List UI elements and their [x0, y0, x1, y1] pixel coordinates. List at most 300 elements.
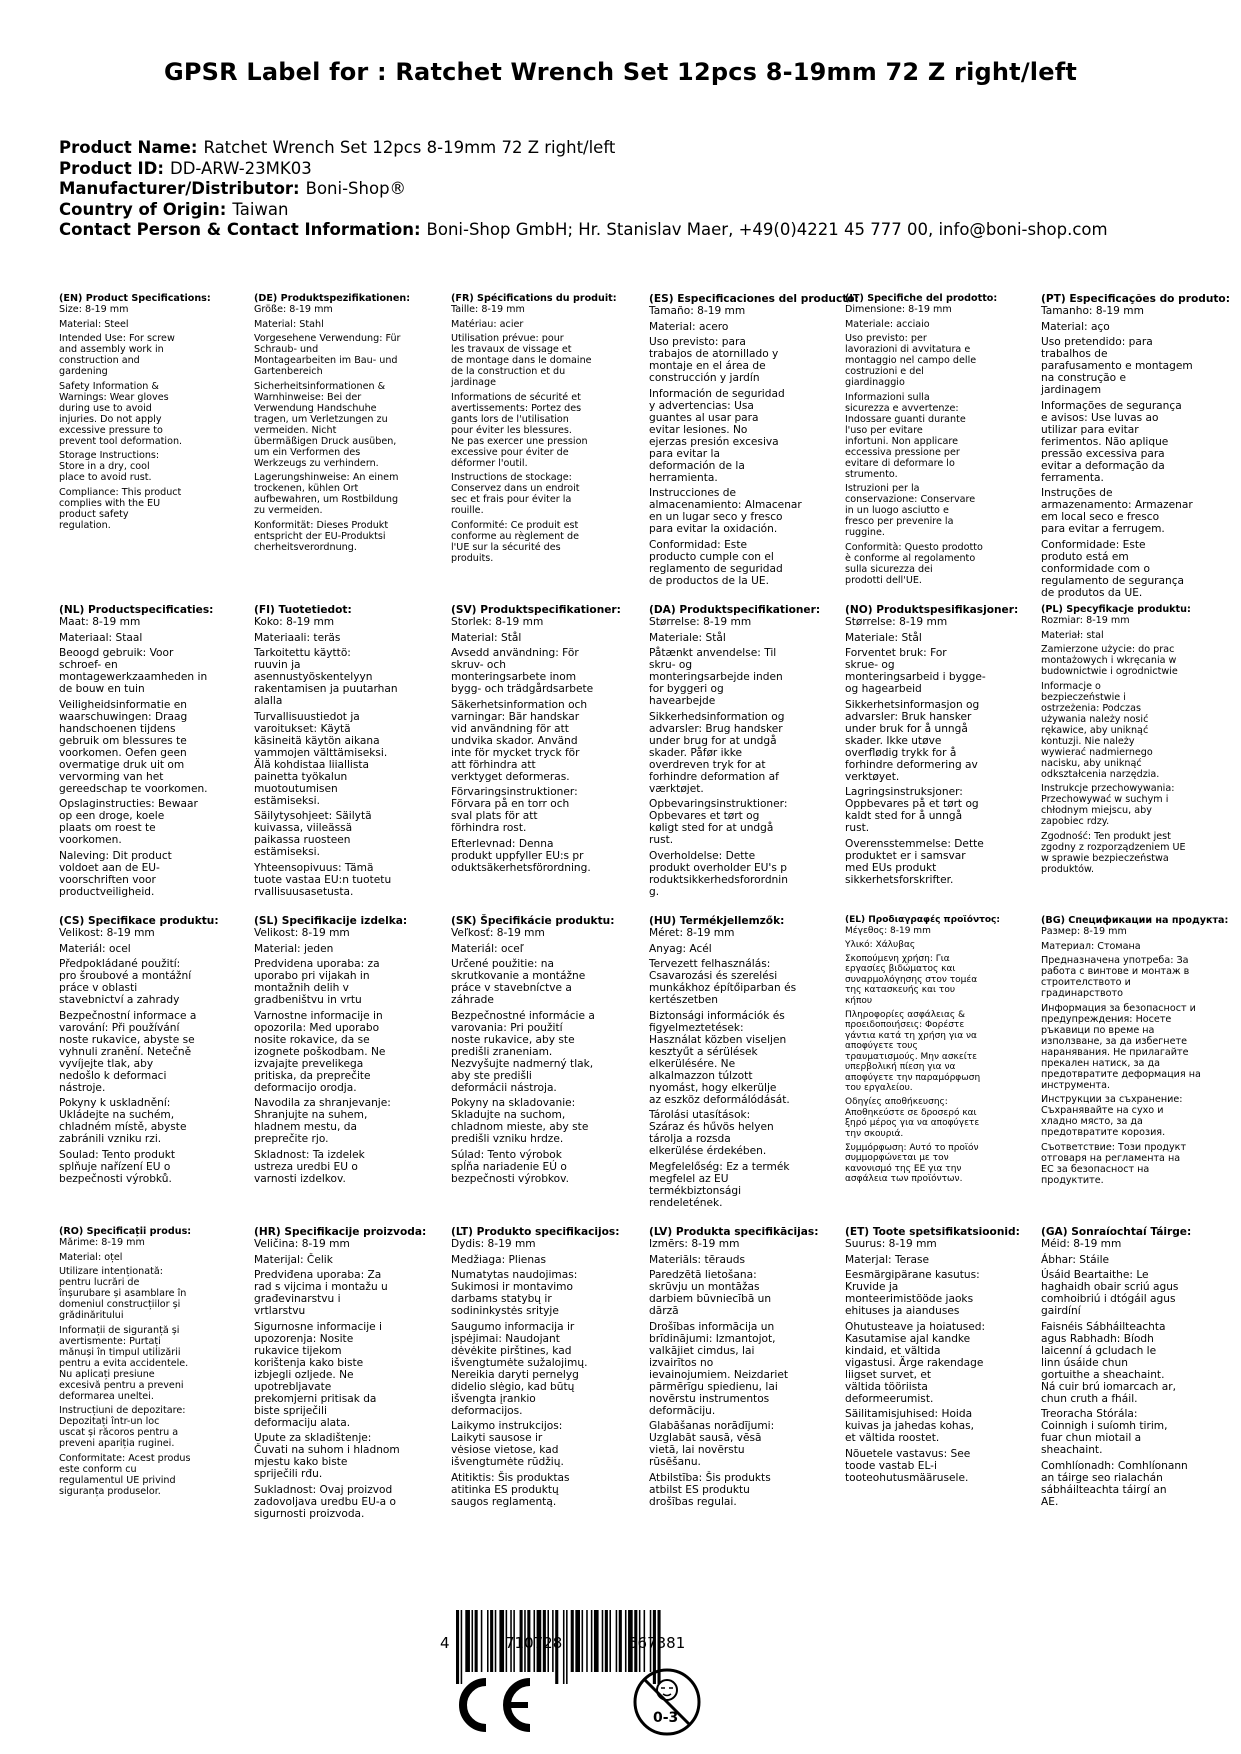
spec-line: Información de seguridad	[649, 387, 785, 400]
barcode-bar	[594, 1610, 599, 1672]
spec-line: Pokyny k uskladnění:	[59, 1097, 171, 1109]
spec-line: ejerzas presión excesiva	[649, 435, 779, 448]
spec-line: comhoibriú i dtógáil agus	[1041, 1293, 1176, 1305]
spec-heading: (DA) Produktspecifikationer:	[649, 604, 821, 616]
spec-line: Uzglabāt sausā, vēsā	[649, 1432, 762, 1444]
spec-column	[451, 293, 646, 564]
spec-line: painetta työkalun	[254, 770, 348, 783]
info-value: Boni-Shop®	[305, 179, 407, 198]
spec-line: Koko: 8-19 mm	[254, 616, 335, 628]
spec-line: producto cumple con el	[649, 550, 774, 563]
spec-line: construction and	[59, 355, 140, 366]
spec-line: vältida tööriista	[845, 1380, 928, 1393]
spec-line: product safety	[59, 508, 129, 520]
spec-line: haghaidh obair scriú agus	[1041, 1281, 1179, 1293]
spec-line: Υλικό: Χάλυβας	[845, 939, 916, 950]
spec-line: termékbiztonsági	[649, 1184, 742, 1197]
spec-column	[1041, 604, 1236, 875]
spec-line: rvallisuusasetusta.	[254, 885, 354, 898]
spec-line: εργασίες βιδώματος και	[845, 964, 956, 974]
spec-line: работа с винтове и монтаж в	[1041, 966, 1190, 977]
spec-line: Materiale: Stål	[845, 631, 922, 644]
spec-line: Csavarozási és szerelési	[649, 970, 778, 982]
spec-line: handschoenen tijdens	[59, 722, 176, 735]
spec-line: sábháilteachta táirgí an	[1041, 1483, 1167, 1496]
spec-line: um ein Verformen des	[254, 446, 361, 458]
age-label: 0-3	[653, 1710, 679, 1726]
barcode-bar	[575, 1610, 580, 1672]
spec-line: atbilst ES produktu	[649, 1483, 750, 1496]
spec-line: práce v oblasti	[59, 982, 138, 994]
spec-line: Materiale: Stål	[649, 631, 726, 644]
spec-line: Uso pretendido: para	[1041, 336, 1153, 348]
spec-line: Ná cuir brú iomarcach ar,	[1041, 1380, 1176, 1393]
spec-line: bezpieczeństwie i	[1041, 691, 1126, 703]
spec-line: Størrelse: 8-19 mm	[649, 616, 752, 628]
spec-line: Πληροφορίες ασφάλειας &	[845, 1009, 966, 1020]
spec-line: kindaid, et vältida	[845, 1344, 941, 1357]
spec-line: vyvíjejte tlak, aby	[59, 1057, 154, 1070]
spec-line: advarsler: Brug handsker	[649, 722, 783, 735]
spec-line: parafusamento e montagem	[1041, 360, 1193, 372]
spec-line: darbams statybų ir	[451, 1293, 552, 1305]
spec-line: Przechowywać w suchym i	[1041, 794, 1169, 805]
spec-column	[59, 915, 254, 1185]
spec-line: tragen, um Verletzungen zu	[254, 413, 388, 425]
spec-line: mjestu kako biste	[254, 1456, 348, 1468]
spec-line: Conformité: Ce produit est	[451, 519, 579, 531]
spec-line: pritiska, da preprečite	[254, 1069, 371, 1082]
spec-line: Atitiktis: Šis produktas	[451, 1471, 570, 1484]
spec-line: infortuni. Non applicare	[845, 435, 958, 447]
spec-line: nosite rokavice, da se	[254, 1033, 370, 1046]
spec-line: Kruvide ja	[845, 1281, 899, 1293]
spec-line: Material: aço	[1041, 320, 1110, 333]
spec-line: kesztyűt a sérülések	[649, 1045, 758, 1058]
spec-line: prodotti dell'UE.	[845, 574, 922, 586]
spec-line: skru- og	[649, 659, 693, 671]
spec-line: deformación de la	[649, 459, 745, 472]
spec-line: Utilisation prévue: pour	[451, 333, 564, 344]
barcode-bar	[472, 1610, 474, 1672]
spec-line: sikkerhetsforskrifter.	[845, 873, 954, 886]
barcode-digits-left: 710728	[505, 1634, 563, 1652]
spec-line: para evitar la	[649, 447, 720, 460]
spec-line: Indossare guanti durante	[845, 413, 966, 425]
spec-line: toode vastab EL-i	[845, 1459, 937, 1472]
spec-line: Säilitamisjuhised: Hoida	[845, 1408, 973, 1420]
spec-line: Warnings: Wear gloves	[59, 391, 169, 403]
spec-band	[59, 293, 1229, 604]
spec-line: Compliance: This product	[59, 486, 182, 498]
spec-line: Размер: 8-19 mm	[1041, 926, 1127, 937]
spec-line: Lagerungshinweise: An einem	[254, 472, 399, 483]
barcode-bar	[605, 1610, 608, 1672]
spec-line: valkājiet cimdus, lai	[649, 1344, 755, 1357]
spec-line: Conformitate: Acest produs	[59, 1452, 191, 1464]
spec-line: išvengtumėte rūdžių.	[451, 1456, 564, 1468]
spec-line: laicenní á gcludach le	[1041, 1344, 1157, 1357]
spec-line: Οδηγίες αποθήκευσης:	[845, 1097, 948, 1107]
spec-line: Pokyny na skladovanie:	[451, 1097, 576, 1109]
spec-line: complies with the EU	[59, 497, 161, 509]
spec-line: para evitar la oxidación.	[649, 523, 778, 535]
spec-line: pour éviter les blessures.	[451, 424, 572, 436]
spec-line: Veličina: 8-19 mm	[254, 1238, 350, 1250]
spec-line: Anyag: Acél	[649, 942, 712, 955]
spec-line: Förvara på en torr och	[451, 798, 570, 810]
spec-line: građevinarstvu i	[254, 1293, 341, 1305]
spec-line: drošības regulai.	[649, 1495, 737, 1508]
spec-band	[59, 915, 1229, 1226]
spec-line: Určené použitie: na	[451, 958, 554, 970]
spec-line: Száraz és hűvös helyen	[649, 1121, 774, 1133]
spec-line: voorkomen.	[59, 834, 122, 846]
spec-line: Zamierzone użycie: do prac	[1041, 644, 1175, 655]
spec-line: Storlek: 8-19 mm	[451, 616, 544, 628]
spec-line: montažnih delih v	[254, 982, 349, 994]
spec-line: en un lugar seco y fresco	[649, 511, 783, 523]
spec-column	[845, 1226, 1040, 1484]
spec-line: Eesmärgipärane kasutus:	[845, 1269, 980, 1281]
spec-line: υπερβολική πίεση για να	[845, 1062, 956, 1072]
spec-line: and assembly work in	[59, 344, 164, 355]
spec-line: herramienta.	[649, 471, 718, 484]
spec-line: Turvallisuustiedot ja	[254, 710, 360, 723]
spec-line: overdreven tryk for at	[649, 758, 766, 771]
spec-line: záhrade	[451, 994, 494, 1006]
barcode-bar	[616, 1610, 618, 1672]
spec-line: trabalhos de	[1041, 348, 1108, 360]
info-value: Taiwan	[232, 199, 289, 219]
info-label: Manufacturer/Distributor:	[59, 179, 300, 198]
spec-line: Tárolási utasítások:	[649, 1109, 751, 1121]
spec-line: monteringsarbete inom	[451, 671, 577, 683]
spec-line: place to avoid rust.	[59, 472, 152, 483]
spec-line: Úsáid Beartaithe: Le	[1041, 1269, 1149, 1281]
spec-line: gortuithe a sheachaint.	[1041, 1368, 1165, 1381]
spec-line: køligt sted for at undgå	[649, 822, 774, 834]
spec-line: Älä kohdistaa liiallista	[254, 758, 370, 771]
spec-band	[59, 1226, 1229, 1556]
spec-line: Faisnéis Sábháilteachta	[1041, 1320, 1166, 1333]
spec-line: fuar chun miotail a	[1041, 1432, 1142, 1444]
spec-line: Informations de sécurité et	[451, 391, 581, 403]
spec-line: predišli zraneniam.	[451, 1045, 553, 1058]
spec-line: предотвратите деформация на	[1041, 1068, 1201, 1080]
spec-line: w sprawie bezpieczeństwa	[1041, 852, 1169, 864]
spec-line: Depozitați într-un loc	[59, 1416, 160, 1427]
spec-line: sigurnosti proizvoda.	[254, 1507, 365, 1520]
spec-line: Overholdelse: Dette	[649, 849, 756, 862]
spec-line: Paredzētā lietošana:	[649, 1269, 757, 1281]
spec-line: atitinka ES produktų	[451, 1483, 559, 1496]
spec-line: nástroje.	[59, 1081, 106, 1094]
spec-line: ferramenta.	[1041, 471, 1104, 484]
spec-line: Veiligheidsinformatie en	[59, 698, 187, 711]
spec-line: kaldt sted for å unngå	[845, 810, 963, 822]
spec-line: Laikymo instrukcijos:	[451, 1420, 563, 1432]
spec-heading: (LT) Produkto specifikacijos:	[451, 1226, 620, 1238]
barcode-digit-prefix: 4	[440, 1634, 450, 1652]
spec-line: de produtos da UE.	[1041, 586, 1143, 599]
page-title: GPSR Label for : Ratchet Wrench Set 12pcs 8-19mm 72 Z right/left	[163, 58, 1078, 86]
spec-line: κήπου	[845, 995, 873, 1006]
spec-line: gradbeništvu in vrtu	[254, 994, 362, 1006]
spec-line: deformāciju.	[649, 1404, 716, 1417]
spec-line: roduktsikkerhedsforordnin	[649, 873, 788, 886]
spec-line: chladném místě, abyste	[59, 1121, 187, 1133]
spec-line: de productos de la UE.	[649, 574, 769, 587]
spec-line: Uso previsto: para	[649, 336, 746, 348]
spec-line: išvengtumėte sužalojimų.	[451, 1356, 588, 1369]
spec-line: práce v stavebníctve a	[451, 982, 572, 994]
spec-line: produits.	[451, 552, 494, 564]
spec-line: brīdinājumi: Izmantojot,	[649, 1332, 776, 1345]
spec-line: Conformidad: Este	[649, 538, 747, 551]
spec-line: alalla	[254, 695, 283, 707]
spec-line: ferimentos. Não aplique	[1041, 435, 1169, 448]
spec-line: Materjal: Terase	[845, 1253, 930, 1266]
spec-line: rakentamisen ja puutarhan	[254, 683, 398, 695]
spec-line: Size: 8-19 mm	[59, 304, 129, 315]
spec-line: under brug for at undgå	[649, 734, 777, 747]
spec-line: Varnostne informacije in	[254, 1009, 383, 1022]
spec-line: odkształcenia narzędzia.	[1041, 768, 1160, 780]
spec-line: της κατασκευής και του	[845, 985, 956, 995]
barcode-bar	[490, 1610, 493, 1672]
spec-line: overmatige druk uit om	[59, 758, 185, 771]
spec-line: utilizar para evitar	[1041, 423, 1139, 436]
spec-line: conforme au règlement de	[451, 530, 579, 542]
spec-line: produkt overholder EU's p	[649, 861, 787, 874]
spec-line: aby ste predišli	[451, 1069, 532, 1082]
spec-line: Velikost: 8-19 mm	[254, 927, 350, 939]
spec-line: montażowych i wkręcania w	[1041, 655, 1177, 666]
spec-line: Biztonsági információk és	[649, 1009, 785, 1022]
spec-line: Ne pas exercer une pression	[451, 435, 588, 447]
spec-line: montaje en el área de	[649, 360, 766, 372]
spec-line: dārzā	[649, 1305, 679, 1317]
spec-line: didelio slėgio, kad būtų	[451, 1380, 575, 1393]
spec-line: hladnem mestu, da	[254, 1121, 357, 1133]
spec-line: sodininkystės srityje	[451, 1305, 559, 1317]
spec-line: Coinnigh i suíomh tirim,	[1041, 1420, 1168, 1432]
spec-line: in un luogo asciutto e	[845, 505, 949, 516]
spec-line: giardinaggio	[845, 377, 905, 388]
spec-line: Sukladnost: Ovaj proizvod	[254, 1483, 393, 1496]
spec-line: Material: acero	[649, 320, 729, 333]
spec-line: prevent tool deformation.	[59, 435, 183, 447]
spec-line: advarsler: Bruk hansker	[845, 710, 972, 723]
spec-line: Ábhar: Stáile	[1041, 1253, 1110, 1266]
spec-line: Werkzeugs zu verhindern.	[254, 457, 379, 469]
spec-line: avertissements: Portez des	[451, 402, 582, 414]
spec-line: Uso previsto: per	[845, 333, 927, 344]
spec-line: Méret: 8-19 mm	[649, 927, 735, 939]
spec-line: Съхранявайте на сухо и	[1041, 1105, 1164, 1116]
spec-heading: (EL) Προδιαγραφές προϊόντος:	[845, 915, 1000, 925]
spec-line: kertészetben	[649, 994, 719, 1006]
spec-line: Konformität: Dieses Produkt	[254, 519, 389, 531]
spec-line: Atbilstība: Šis produkts	[649, 1471, 771, 1484]
spec-line: voldoet aan de EU-	[59, 861, 160, 874]
spec-column	[845, 604, 1040, 886]
spec-line: Treoracha Stórála:	[1041, 1408, 1138, 1420]
spec-line: Izmērs: 8-19 mm	[649, 1238, 740, 1250]
spec-line: Størrelse: 8-19 mm	[845, 616, 948, 628]
spec-heading: (GA) Sonraíochtaí Táirge:	[1041, 1226, 1192, 1238]
spec-line: Schraub- und	[254, 344, 319, 355]
spec-line: vammojen välttämiseksi.	[254, 746, 388, 759]
spec-line: ръкавици по време на	[1041, 1024, 1155, 1036]
spec-line: værktøjet.	[649, 782, 704, 795]
spec-line: įspėjimai: Naudojant	[451, 1332, 560, 1345]
spec-line: vigastusi. Ärge rakendage	[845, 1356, 984, 1369]
barcode-bar	[586, 1610, 588, 1672]
spec-line: Montagearbeiten im Bau- und	[254, 355, 398, 366]
spec-line: Nõuetele vastavus: See	[845, 1447, 971, 1460]
spec-line: Μέγεθος: 8-19 mm	[845, 925, 931, 936]
spec-line: regulamento de segurança	[1041, 574, 1185, 587]
spec-line: Velikost: 8-19 mm	[59, 927, 155, 939]
spec-line: Ukládejte na suchém,	[59, 1109, 175, 1121]
spec-column	[59, 604, 254, 898]
info-label: Contact Person & Contact Information:	[59, 220, 421, 239]
spec-line: Maat: 8-19 mm	[59, 616, 141, 628]
spec-column	[451, 1226, 646, 1508]
spec-line: waarschuwingen: Draag	[59, 710, 188, 723]
spec-line: Beoogd gebruik: Voor	[59, 647, 174, 659]
spec-line: tuote vastaa EU:n tuotetu	[254, 873, 392, 886]
spec-line: înșurubare și asamblare în	[59, 1288, 187, 1299]
spec-line: zabránili vzniku rzi.	[59, 1133, 162, 1145]
spec-line: την σκουριά.	[845, 1128, 904, 1139]
spec-line: Medžiaga: Plienas	[451, 1253, 547, 1266]
spec-line: Sikkerhedsinformation og	[649, 710, 785, 723]
spec-heading: (NL) Productspecificaties:	[59, 604, 214, 616]
spec-line: nedošlo k deformaci	[59, 1069, 167, 1082]
spec-line: gairdíní	[1041, 1305, 1081, 1317]
spec-line: productveiligheid.	[59, 885, 155, 898]
spec-line: Συμμόρφωση: Αυτό το προϊόν	[845, 1142, 979, 1153]
spec-line: използване, за да избегнете	[1041, 1035, 1187, 1047]
spec-line: gants lors de l'utilisation	[451, 413, 569, 425]
spec-line: de bouw en tuin	[59, 683, 145, 695]
barcode-bar	[465, 1610, 470, 1672]
spec-line: AE.	[1041, 1495, 1059, 1508]
spec-line: ασφάλεια των προϊόντων.	[845, 1174, 963, 1184]
barcode-bar	[499, 1610, 504, 1672]
spec-line: med EUs produkt	[845, 861, 937, 874]
spec-line: Használat közben viseljen	[649, 1033, 787, 1046]
spec-line: trockenen, kühlen Ort	[254, 483, 359, 494]
spec-line: conformidade com o	[1041, 562, 1150, 575]
spec-line: vid användning för att	[451, 722, 569, 735]
spec-line: noste rukavice, aby ste	[451, 1033, 575, 1046]
barcode-bar	[481, 1610, 483, 1672]
spec-line: skrūvju un montāžas	[649, 1281, 760, 1293]
spec-line: zgodny z rozporządzeniem UE	[1041, 841, 1186, 853]
spec-line: Matériau: acier	[451, 318, 524, 330]
spec-line: Tamanho: 8-19 mm	[1041, 305, 1144, 317]
spec-line: havearbejde	[649, 695, 716, 707]
spec-line: rad s vijcima i montažu u	[254, 1281, 388, 1293]
spec-line: elkerülésére. Ne	[649, 1057, 736, 1070]
spec-line: monteerimistööde jaoks	[845, 1293, 974, 1305]
spec-line: Istruzioni per la	[845, 483, 920, 494]
spec-line: Material: jeden	[254, 942, 334, 955]
spec-line: Naleving: Dit product	[59, 849, 172, 862]
spec-line: sheachaint.	[1041, 1444, 1103, 1456]
spec-line: pārmērīgu spiedienu, lai	[649, 1380, 778, 1393]
spec-line: Veľkosť: 8-19 mm	[451, 927, 545, 939]
spec-line: Instrukcje przechowywania:	[1041, 783, 1175, 794]
spec-line: του εργαλείου.	[845, 1083, 913, 1093]
spec-line: reglamento de seguridad	[649, 562, 783, 575]
spec-line: Tervezett felhasználás:	[649, 958, 771, 970]
spec-line: Store in a dry, cool	[59, 461, 150, 472]
spec-line: Instructions de stockage:	[451, 472, 572, 483]
spec-line: Nezvyšujte nadmerný tlak,	[451, 1057, 594, 1070]
spec-column	[1041, 1226, 1236, 1508]
spec-line: overflødig trykk for å	[845, 746, 957, 759]
spec-line: figyelmeztetések:	[649, 1021, 744, 1034]
spec-line: produto está em	[1041, 550, 1129, 563]
spec-line: varnosti izdelkov.	[254, 1172, 346, 1185]
info-product-id	[59, 159, 1108, 180]
spec-line: γάντια κατά τη χρήση για να	[845, 1030, 977, 1041]
spec-line: Taille: 8-19 mm	[451, 304, 525, 315]
spec-line: op een droge, koele	[59, 810, 165, 822]
spec-line: produktów.	[1041, 863, 1095, 875]
spec-line: sulla sicurezza dei	[845, 563, 933, 575]
spec-line: produktet er i samsvar	[845, 849, 966, 862]
spec-line: Drošības informācija un	[649, 1320, 775, 1333]
spec-column	[649, 915, 844, 1209]
spec-line: Materiaal: Staal	[59, 631, 143, 644]
spec-line: grădinăritului	[59, 1310, 124, 1321]
spec-line: pro šroubové a montážní	[59, 970, 192, 982]
spec-line: Vorgesehene Verwendung: Für	[254, 333, 401, 344]
spec-line: Comhlíonadh: Comhlíonann	[1041, 1459, 1188, 1472]
spec-line: ievainojumiem. Neizdariet	[649, 1368, 788, 1381]
spec-line: Gartenbereich	[254, 366, 323, 377]
spec-line: de la construction et du	[451, 366, 566, 377]
spec-line: предупреждения: Носете	[1041, 1013, 1172, 1025]
spec-line: verktøyet.	[845, 770, 900, 783]
spec-line: Utilizare intenționată:	[59, 1266, 163, 1277]
spec-column	[845, 293, 1040, 586]
spec-line: vyhnuli zranění. Netečně	[59, 1045, 192, 1058]
spec-line: novērstu instrumentos	[649, 1392, 770, 1405]
spec-line: Informații de siguranță și	[59, 1324, 180, 1336]
spec-line: et vältida roostet.	[845, 1432, 940, 1444]
spec-line: pentru a evita accidentele.	[59, 1357, 189, 1369]
spec-line: Informações de segurança	[1041, 399, 1182, 412]
spec-line: wywierać nadmiernego	[1041, 746, 1153, 758]
spec-line: evitar a deformação da	[1041, 459, 1165, 472]
spec-line: sicurezza e avvertenze:	[845, 402, 959, 414]
spec-line: eccessiva pressione per	[845, 446, 960, 458]
spec-line: e avisos: Use luvas ao	[1041, 411, 1159, 424]
spec-line: übermäßigen Druck ausüben,	[254, 435, 397, 447]
spec-line: preveni apariția ruginei.	[59, 1438, 175, 1449]
spec-line: è conforme al regolamento	[845, 552, 976, 564]
spec-line: ruuvin ja	[254, 659, 301, 671]
spec-line: les travaux de vissage et	[451, 344, 572, 355]
spec-line: Informazioni sulla	[845, 391, 930, 403]
